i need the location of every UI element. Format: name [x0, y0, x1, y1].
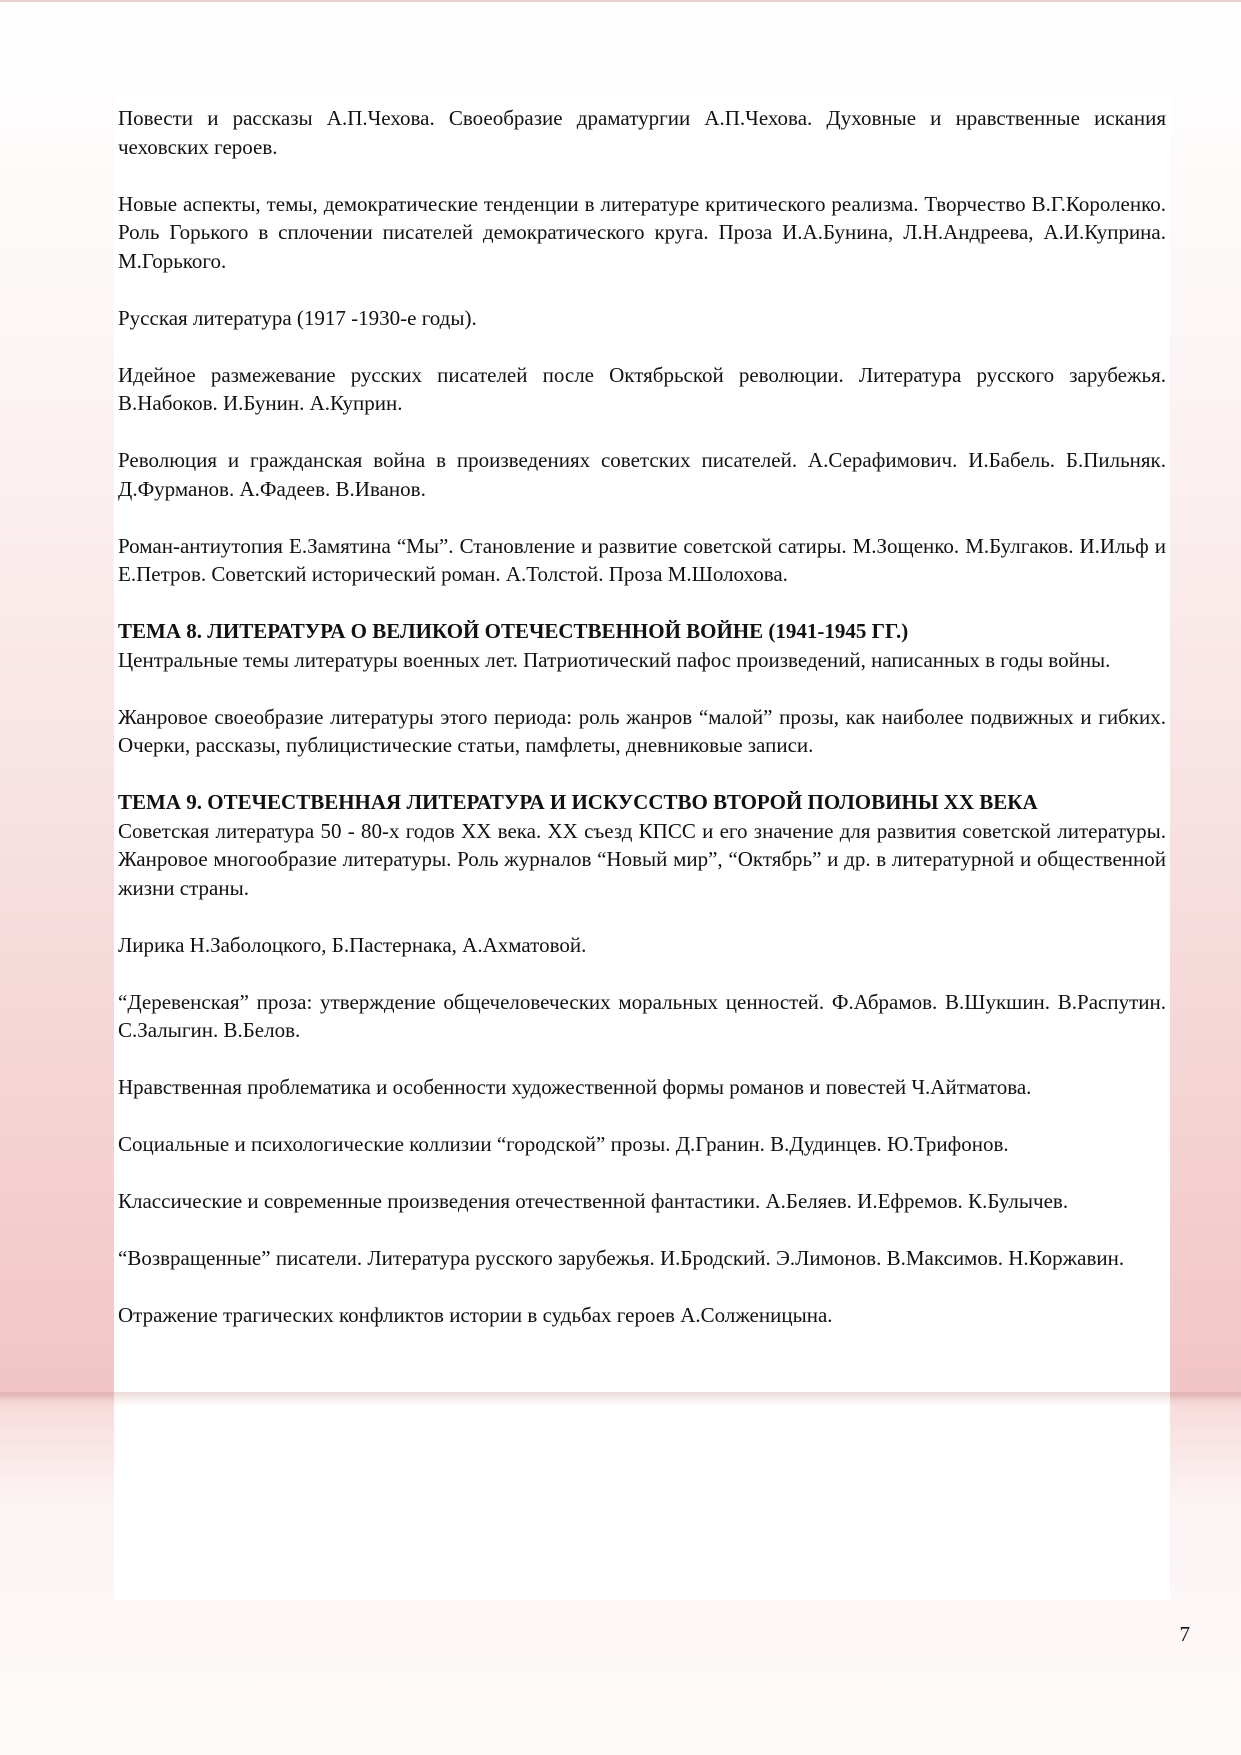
paragraph-fantasy: Классические и современные произведения отечественной фантастики. А.Беляев. И.Ефремов. К.Булычев. — [118, 1189, 1069, 1213]
paragraph-genre-originality: Жанровое своеобразие литературы этого периода: роль жанров “малой” прозы, как наиболее подвижных и гибких. Очерки, рассказы, публицистические статьи, памфлеты, дневниковые записи. — [118, 704, 1166, 757]
theme-8-heading: ТЕМА 8. ЛИТЕРАТУРА О ВЕЛИКОЙ ОТЕЧЕСТВЕННОЙ ВОЙНЕ (1941-1945 ГГ.) — [118, 619, 909, 643]
paragraph-aitmatov: Нравственная проблематика и особенности художественной формы романов и повестей Ч.Айтматова. — [118, 1075, 1032, 1099]
paragraph-chekhov: Повести и рассказы А.П.Чехова. Своеобразие драматургии А.П.Чехова. Духовные и нравственные искания чеховских героев. — [118, 106, 1166, 159]
page-fold-shadow — [0, 1392, 1241, 1406]
paragraph-soviet-lit-50-80: Советская литература 50 - 80-х годов ХХ века. ХХ съезд КПСС и его значение для развития советской литературы. Жанровое многообразие литературы. Роль журналов “Новый мир”, “Октябрь” и др. в литературной и общественной жизни страны. — [118, 818, 1166, 900]
paragraph-returned-writers: “Возвращенные” писатели. Литература русского зарубежья. И.Бродский. Э.Лимонов. В.Максимов. Н.Коржавин. — [118, 1246, 1125, 1270]
paragraph-critical-realism: Новые аспекты, темы, демократические тенденции в литературе критического реализма. Творчество В.Г.Короленко. Роль Горького в сплочении писателей демократического круга. Проза И.А.Бунина, Л.Н.Андреева, А.И.Куприна. М.Горького. — [118, 191, 1166, 273]
paragraph-solzhenitsyn: Отражение трагических конфликтов истории в судьбах героев А.Солженицына. — [118, 1303, 833, 1327]
paragraph-war-themes: Центральные темы литературы военных лет. Патриотический пафос произведений, написанных в годы войны. — [118, 647, 1111, 672]
paragraph-revolution-civil-war: Революция и гражданская война в произведениях советских писателей. А.Серафимович. И.Бабель. Б.Пильняк. Д.Фурманов. А.Фадеев. В.Иванов. — [118, 448, 1166, 501]
theme-9-heading: ТЕМА 9. ОТЕЧЕСТВЕННАЯ ЛИТЕРАТУРА И ИСКУССТВО ВТОРОЙ ПОЛОВИНЫ ХХ ВЕКА — [118, 790, 1038, 814]
paragraph-russian-lit-period: Русская литература (1917 -1930-е годы). — [118, 305, 477, 330]
top-border-line — [0, 0, 1241, 2]
document-body — [118, 104, 1166, 1330]
paragraph-city-prose: Социальные и психологические коллизии “городской” прозы. Д.Гранин. В.Дудинцев. Ю.Трифонов. — [118, 1132, 1009, 1156]
paragraph-lyrics: Лирика Н.Заболоцкого, Б.Пастернака, А.Ахматовой. — [118, 932, 587, 957]
paragraph-anti-utopia: Роман-антиутопия Е.Замятина “Мы”. Становление и развитие советской сатиры. М.Зощенко. М.Булгаков. И.Ильф и Е.Петров. Советский исторический роман. А.Толстой. Проза М.Шолохова. — [118, 533, 1166, 586]
page-number: 7 — [1179, 1622, 1190, 1646]
paragraph-ideological-split: Идейное размежевание русских писателей после Октябрьской революции. Литература русского зарубежья. В.Набоков. И.Бунин. А.Куприн. — [118, 362, 1166, 415]
paragraph-village-prose: “Деревенская” проза: утверждение общечеловеческих моральных ценностей. Ф.Абрамов. В.Шукшин. В.Распутин. С.Залыгин. В.Белов. — [118, 989, 1166, 1042]
